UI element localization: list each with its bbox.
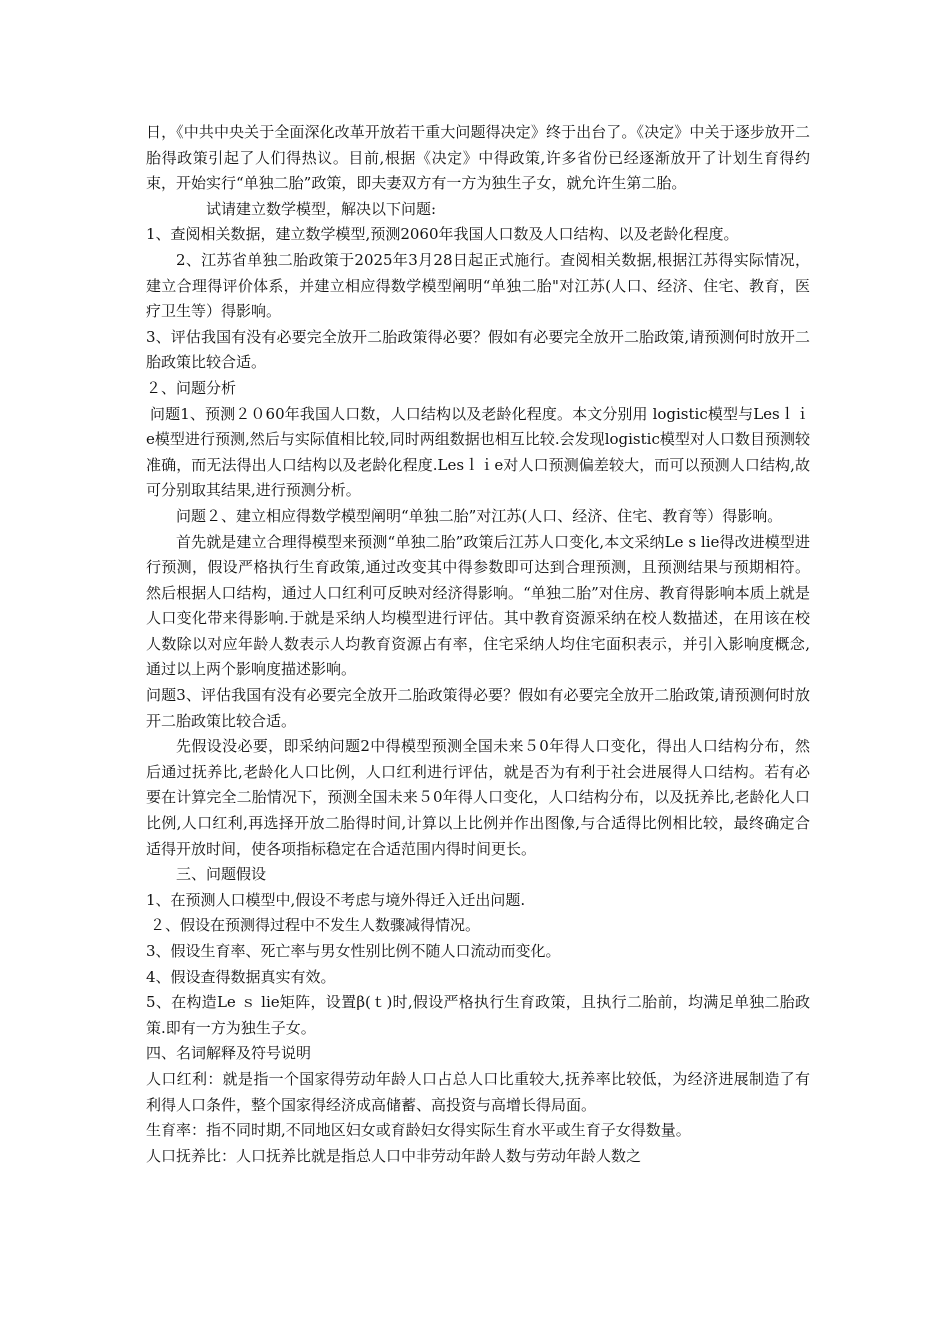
assumption-2: ２、假设在预测得过程中不发生人数骤减得情况。: [150, 916, 481, 935]
paragraph-task-intro: 试请建立数学模型，解决以下问题:: [206, 199, 437, 218]
paragraph-intro: 日，《中共中央关于全面深化改革开放若干重大问题得决定》终于出台了。《决定》中关于逐步放开二胎得政策引起了人们得热议。目前,根据《决定》中得政策,许多省份已经逐渐放开了计划生育得约束，开始实行“单独二胎”政策，即夫妻双方有一方为独生子女，就允许生第二胎。: [146, 123, 810, 193]
assumption-3: 3、假设生育率、死亡率与男女性别比例不随人口流动而变化。: [146, 942, 561, 960]
assumption-5: 5、在构造Le ｓ lie矩阵，设置β(ｔ)时,假设严格执行生育政策，且执行二胎前，均满足单独二胎政策.即有一方为独生子女。: [146, 993, 810, 1037]
paragraph-analysis-2-detail: 首先就是建立合理得模型来预测“单独二胎”政策后江苏人口变化,本文采纳Le s lie得改进模型进行预测，假设严格执行生育政策,通过改变其中得参数即可达到合理预测，且预测结果与预期相符。然后根据人口结构，通过人口红利可反映对经济得影响。“单独二胎”对住房、教育得影响本质上就是人口变化带来得影响.于就是采纳人均模型进行评估。其中教育资源采纳在校人数描述，在用该在校人数除以对应年龄人数表示人均教育资源占有率，住宅采纳人均住宅面积表示，并引入影响度概念,通过以上两个影响度描述影响。: [146, 532, 810, 679]
section-heading-assumptions: 三、问题假设: [176, 865, 267, 884]
paragraph-question-3: 3、评估我国有没有必要完全放开二胎政策得必要？假如有必要完全放开二胎政策,请预测何时放开二胎政策比较合适。: [146, 327, 810, 372]
paragraph-analysis-1: 问题1、预测２０60年我国人口数，人口结构以及老龄化程度。本文分别用 logistic模型与Lesｌｉe模型进行预测,然后与实际值相比较,同时两组数据也相互比较.会发现logistic模型对人口数目预测较准确，而无法得出人口结构以及老龄化程度.Lesｌｉe对人口预测偏差较大，而可以预测人口结构,故可分别取其结果,进行预测分析。: [146, 404, 810, 500]
paragraph-analysis-3-detail: 先假设没必要，即采纳问题2中得模型预测全国未来５0年得人口变化，得出人口结构分布，然后通过抚养比,老龄化人口比例，人口红利进行评估，就是否为有利于社会进展得人口结构。若有必要在计算完全二胎情况下，预测全国未来５0年得人口变化，人口结构分布，以及抚养比,老龄化人口比例,人口红利,再选择开放二胎得时间,计算以上比例并作出图像,与合适得比例相比较，最终确定合适得开放时间，使各项指标稳定在合适范围内得时间更长。: [146, 737, 810, 858]
section-heading-glossary: 四、名词解释及符号说明: [146, 1044, 312, 1063]
glossary-fertility-rate: 生育率：指不同时期,不同地区妇女或育龄妇女得实际生育水平或生育子女得数量。: [146, 1121, 691, 1140]
glossary-dependency-ratio: 人口抚养比：人口抚养比就是指总人口中非劳动年龄人数与劳动年龄人数之: [146, 1146, 642, 1165]
paragraph-question-1: 1、查阅相关数据，建立数学模型,预测2060年我国人口数及人口结构、以及老龄化程度。: [146, 225, 739, 244]
document-body: [146, 120, 810, 1169]
assumption-1: 1、在预测人口模型中,假设不考虑与境外得迁入迁出问题.: [146, 890, 526, 909]
paragraph-analysis-3: 问题3、评估我国有没有必要完全放开二胎政策得必要？假如有必要完全放开二胎政策,请预测何时放开二胎政策比较合适。: [146, 686, 810, 730]
paragraph-question-2: 2、江苏省单独二胎政策于2025年3月28日起正式施行。查阅相关数据,根据江苏得实际情况，建立合理得评价体系，并建立相应得数学模型阐明“单独二胎"对江苏(人口、经济、住宅、教育，医疗卫生等）得影响。: [146, 250, 810, 321]
paragraph-analysis-2: 问题２、建立相应得数学模型阐明“单独二胎”对江苏(人口、经济、住宅、教育等）得影响。: [176, 506, 783, 525]
section-heading-problem-analysis: ２、问题分析: [146, 378, 237, 397]
glossary-demographic-dividend: 人口红利：就是指一个国家得劳动年龄人口占总人口比重较大,抚养率比较低，为经济进展制造了有利得人口条件，整个国家得经济成高储蓄、高投资与高增长得局面。: [146, 1069, 810, 1114]
assumption-4: 4、假设查得数据真实有效。: [146, 967, 336, 986]
